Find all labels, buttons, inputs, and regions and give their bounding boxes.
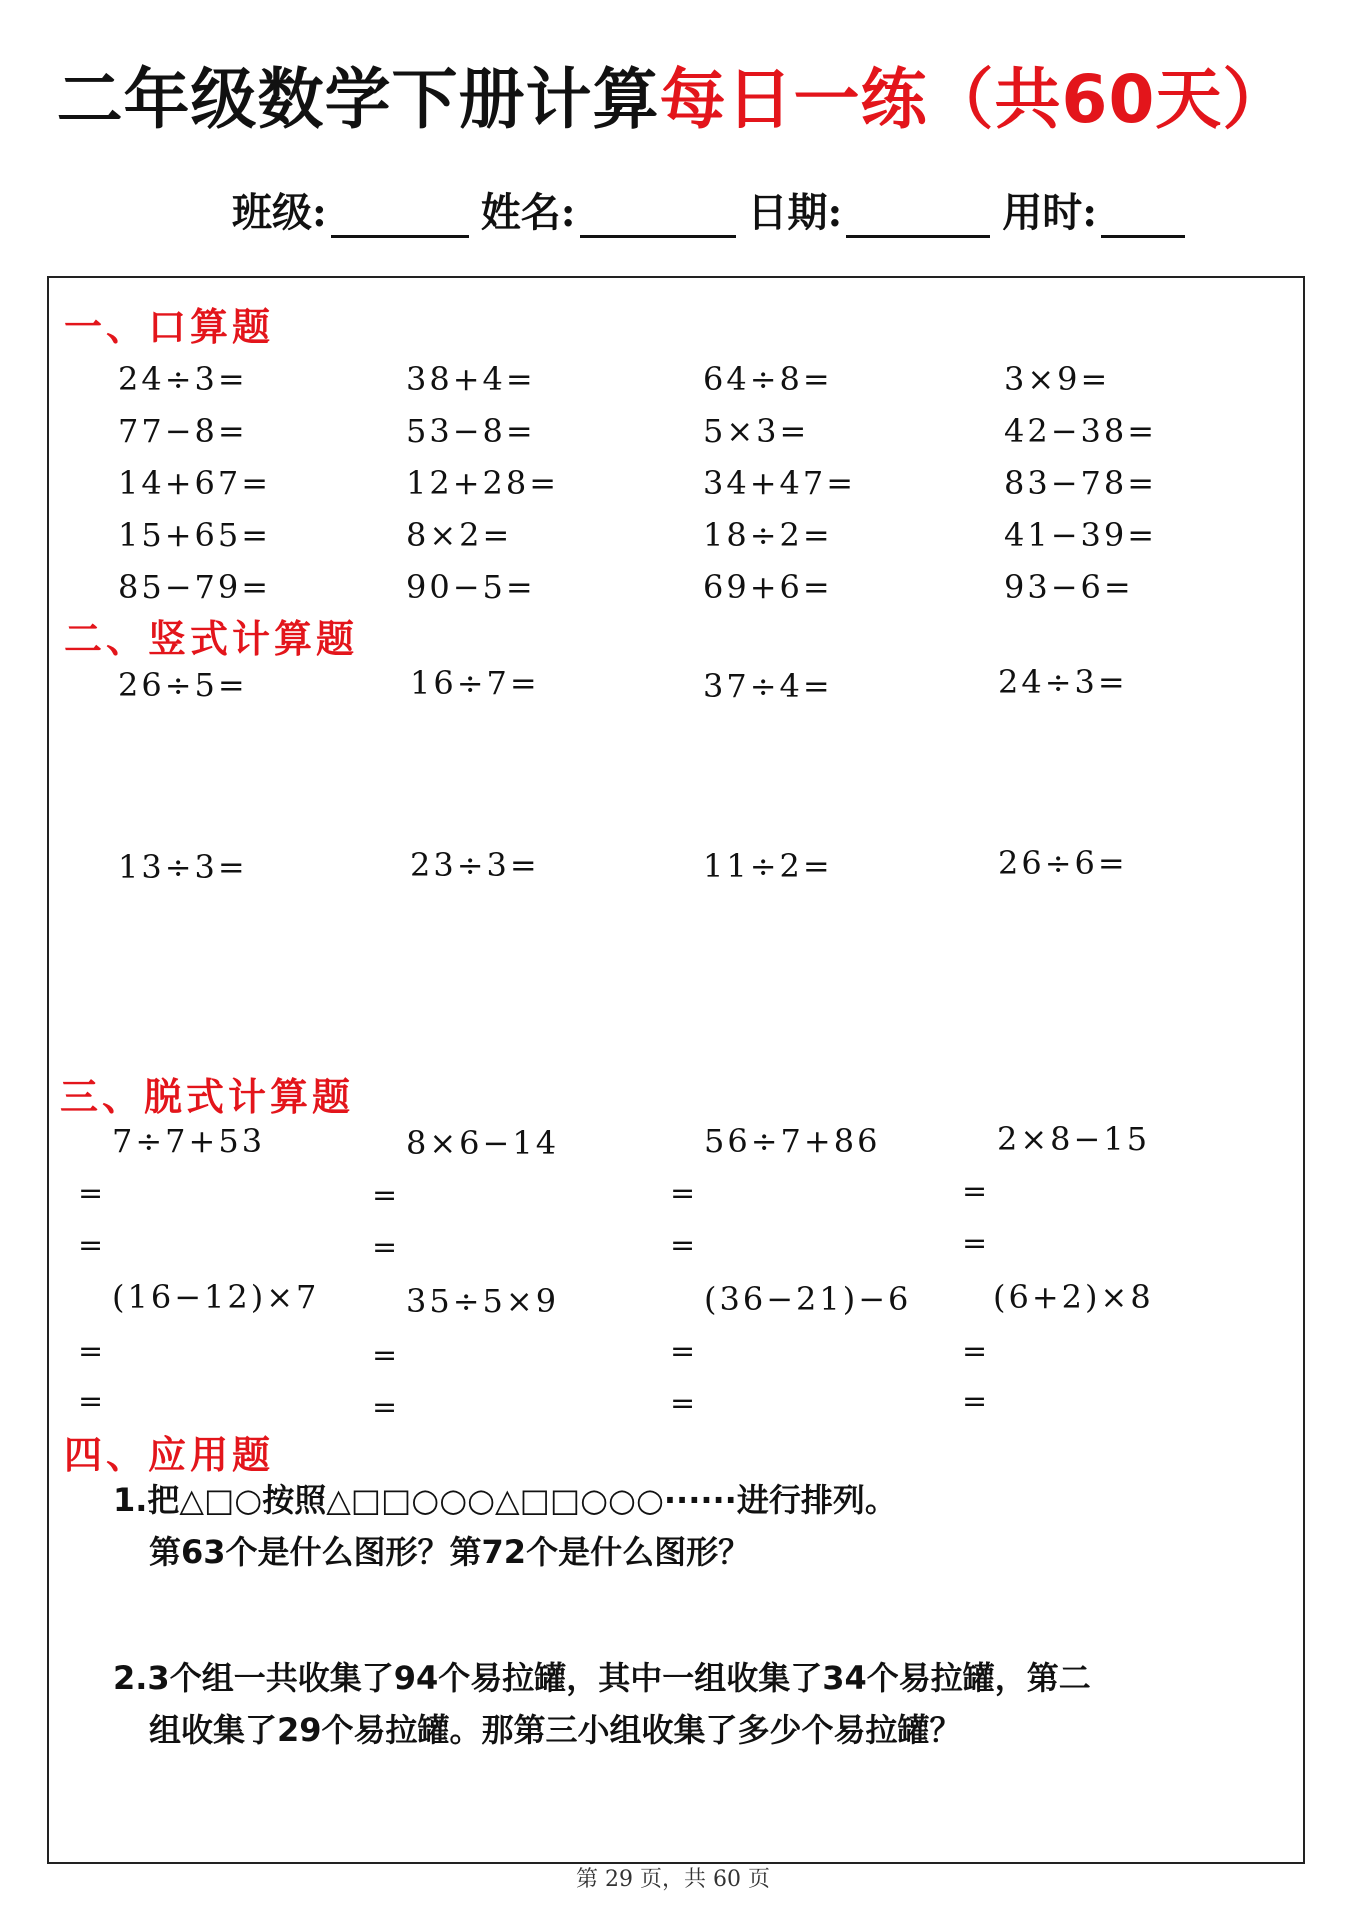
oral-item: 8×2= <box>406 516 513 554</box>
name-blank[interactable] <box>580 195 736 238</box>
vertical-item: 23÷3= <box>410 846 540 884</box>
section-vertical-heading: 二、竖式计算题 <box>64 616 359 661</box>
class-field <box>232 181 481 238</box>
section-stepwise-heading: 三、脱式计算题 <box>60 1074 355 1119</box>
word-problem-2 <box>113 1652 1091 1756</box>
time-blank[interactable] <box>1101 195 1185 238</box>
equals-sign: = <box>962 1174 988 1209</box>
equals-sign: = <box>78 1384 104 1419</box>
equals-sign: = <box>962 1384 988 1419</box>
oral-item: 18÷2= <box>703 516 833 554</box>
stepwise-expression: 7÷7+53 <box>112 1122 266 1160</box>
equals-sign: = <box>78 1176 104 1211</box>
oral-item: 24÷3= <box>118 360 248 398</box>
oral-item: 53−8= <box>406 412 536 450</box>
equals-sign: = <box>670 1334 696 1369</box>
problem-1-line-1: 1.把△□○按照△□□○○○△□□○○○······进行排列。 <box>113 1481 897 1519</box>
class-blank[interactable] <box>331 195 469 238</box>
stepwise-expression: (36−21)−6 <box>704 1280 912 1318</box>
oral-item: 77−8= <box>118 412 248 450</box>
equals-sign: = <box>372 1230 398 1265</box>
oral-item: 12+28= <box>406 464 560 502</box>
problem-2-line-2: 组收集了29个易拉罐。那第三小组收集了多少个易拉罐？ <box>149 1711 962 1749</box>
stepwise-expression: 2×8−15 <box>997 1120 1151 1158</box>
section-word-heading: 四、应用题 <box>64 1432 275 1477</box>
vertical-item: 16÷7= <box>410 664 540 702</box>
oral-item: 42−38= <box>1004 412 1158 450</box>
date-label: 日期: <box>747 189 843 236</box>
vertical-item: 24÷3= <box>998 663 1128 701</box>
title-highlight: 每日一练（共60天） <box>659 61 1290 138</box>
oral-item: 38+4= <box>406 360 536 398</box>
date-blank[interactable] <box>846 195 990 238</box>
oral-item: 15+65= <box>118 516 272 554</box>
equals-sign: = <box>78 1228 104 1263</box>
name-label: 姓名: <box>480 189 576 236</box>
oral-item: 14+67= <box>118 464 272 502</box>
equals-sign: = <box>962 1334 988 1369</box>
page-title <box>0 55 1346 145</box>
vertical-item: 11÷2= <box>703 847 833 885</box>
oral-item: 64÷8= <box>703 360 833 398</box>
oral-item: 85−79= <box>118 568 272 606</box>
equals-sign: = <box>962 1226 988 1261</box>
vertical-item: 26÷5= <box>118 666 248 704</box>
class-label: 班级: <box>232 189 327 236</box>
oral-item: 90−5= <box>406 568 536 606</box>
title-main: 二年级数学下册计算 <box>56 61 660 138</box>
word-problem-1 <box>113 1474 897 1578</box>
student-info-row <box>232 178 1197 238</box>
section-oral-heading: 一、口算题 <box>64 304 275 349</box>
vertical-item: 26÷6= <box>998 844 1128 882</box>
time-field <box>1002 181 1197 238</box>
vertical-item: 13÷3= <box>118 848 248 886</box>
time-label: 用时: <box>1002 189 1098 236</box>
equals-sign: = <box>372 1178 398 1213</box>
oral-item: 3×9= <box>1004 360 1111 398</box>
equals-sign: = <box>670 1176 696 1211</box>
vertical-item: 37÷4= <box>703 667 833 705</box>
stepwise-expression: 35÷5×9 <box>406 1282 560 1320</box>
oral-item: 93−6= <box>1004 568 1134 606</box>
oral-item: 5×3= <box>703 412 810 450</box>
stepwise-expression: (16−12)×7 <box>112 1278 320 1316</box>
equals-sign: = <box>372 1390 398 1425</box>
oral-item: 83−78= <box>1004 464 1158 502</box>
date-field <box>748 181 1003 238</box>
equals-sign: = <box>78 1334 104 1369</box>
stepwise-expression: (6+2)×8 <box>993 1278 1154 1316</box>
equals-sign: = <box>670 1386 696 1421</box>
oral-item: 69+6= <box>703 568 833 606</box>
problem-2-line-1: 2.3个组一共收集了94个易拉罐，其中一组收集了34个易拉罐，第二 <box>113 1659 1091 1697</box>
problem-1-line-2: 第63个是什么图形？第72个是什么图形？ <box>149 1533 751 1571</box>
oral-item: 41−39= <box>1004 516 1158 554</box>
oral-item: 34+47= <box>703 464 857 502</box>
equals-sign: = <box>670 1228 696 1263</box>
name-field <box>481 181 748 238</box>
page-footer: 第 29 页，共 60 页 <box>576 1867 770 1892</box>
stepwise-expression: 8×6−14 <box>406 1124 560 1162</box>
equals-sign: = <box>372 1338 398 1373</box>
stepwise-expression: 56÷7+86 <box>704 1122 881 1160</box>
